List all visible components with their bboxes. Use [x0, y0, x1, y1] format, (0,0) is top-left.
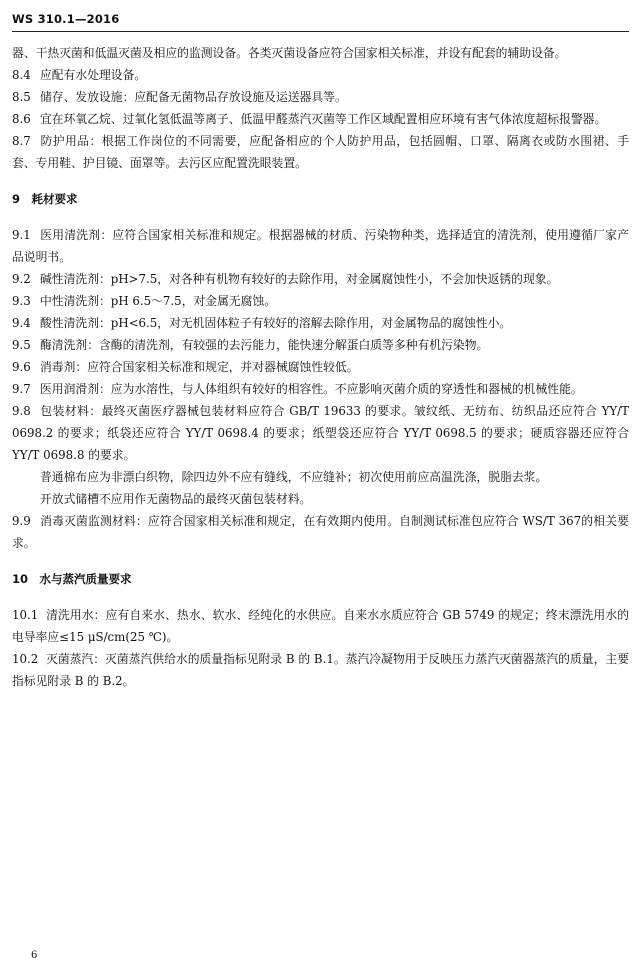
clause-number: 9.2 [12, 272, 31, 286]
clause-text: 灭菌蒸汽：灭菌蒸汽供给水的质量指标见附录 B 的 B.1。蒸汽冷凝物用于反映压力蒸汽灭菌器蒸汽的质量，主要指标见附录 B 的 B.2。 [12, 652, 629, 688]
clause-text: 宜在环氧乙烷、过氧化氢低温等离子、低温甲醛蒸汽灭菌等工作区域配置相应环境有害气体浓度超标报警器。 [40, 112, 607, 126]
clause-text: 碱性清洗剂：pH>7.5，对各种有机物有较好的去除作用，对金属腐蚀性小，不会加快返锈的现象。 [40, 272, 559, 286]
clause-8-5 [12, 86, 629, 108]
section-10-heading: 10 水与蒸汽质量要求 [12, 572, 132, 586]
clause-10-1 [12, 604, 629, 648]
clause-text: 包装材料：最终灭菌医疗器械包装材料应符合 GB/T 19633 的要求。皱纹纸、无纺布、纺织品还应符合 YY/T 0698.2 的要求；纸袋还应符合 YY/T 0698.4 的要求；纸塑袋还应符合 YY/T 0698.5 的要求；硬质容器还应符合 YY/T 0698.8 的要求。 [12, 404, 629, 462]
header-rule [12, 31, 629, 32]
clause-text: 储存、发放设施：应配备无菌物品存放设施及运送器具等。 [40, 90, 347, 104]
clause-text: 酶清洗剂：含酶的清洗剂，有较强的去污能力，能快速分解蛋白质等多种有机污染物。 [40, 338, 489, 352]
clause-text: 防护用品：根据工作岗位的不同需要，应配备相应的个人防护用品，包括圆帽、口罩、隔离衣或防水围裙、手套、专用鞋、护目镜、面罩等。去污区应配置洗眼装置。 [12, 134, 629, 170]
paragraph-9-8-tray: 开放式储槽不应用作无菌物品的最终灭菌包装材料。 [40, 492, 312, 506]
page-number: 6 [31, 950, 38, 961]
clause-text: 中性清洗剂：pH 6.5～7.5，对金属无腐蚀。 [40, 294, 277, 308]
clause-9-9 [12, 510, 629, 554]
clause-9-3 [12, 290, 629, 312]
clause-number: 9.6 [12, 360, 31, 374]
clause-9-7 [12, 378, 629, 400]
clause-text: 应配有水处理设备。 [40, 68, 147, 82]
clause-10-2 [12, 648, 629, 692]
clause-8-7 [12, 130, 629, 174]
clause-number: 8.4 [12, 68, 31, 82]
clause-text: 酸性清洗剂：pH<6.5，对无机固体粒子有较好的溶解去除作用，对金属物品的腐蚀性小。 [40, 316, 512, 330]
clause-number: 8.6 [12, 112, 31, 126]
clause-text: 医用润滑剂：应为水溶性，与人体组织有较好的相容性。不应影响灭菌介质的穿透性和器械的机械性能。 [40, 382, 583, 396]
clause-8-4 [12, 64, 629, 86]
clause-9-8 [12, 400, 629, 466]
section-9-heading: 9 耗材要求 [12, 192, 78, 206]
clause-9-1 [12, 224, 629, 268]
clause-number: 9.1 [12, 228, 31, 242]
clause-number: 10.2 [12, 652, 39, 666]
clause-number: 9.4 [12, 316, 31, 330]
clause-number: 10.1 [12, 608, 39, 622]
clause-number: 9.5 [12, 338, 31, 352]
clause-text: 消毒剂：应符合国家相关标准和规定，并对器械腐蚀性较低。 [40, 360, 359, 374]
paragraph-8-3-continued: 器、干热灭菌和低温灭菌及相应的监测设备。各类灭菌设备应符合国家相关标准，并设有配套的辅助设备。 [12, 46, 567, 60]
clause-number: 8.5 [12, 90, 31, 104]
standard-code: WS 310.1—2016 [12, 12, 120, 26]
clause-number: 8.7 [12, 134, 31, 148]
clause-number: 9.9 [12, 514, 31, 528]
clause-9-2 [12, 268, 629, 290]
clause-9-5 [12, 334, 629, 356]
clause-number: 9.7 [12, 382, 31, 396]
clause-text: 清洗用水：应有自来水、热水、软水、经纯化的水供应。自来水水质应符合 GB 5749 的规定；终末漂洗用水的电导率应≤15 μS/cm(25 ℃)。 [12, 608, 629, 644]
clause-9-4 [12, 312, 629, 334]
clause-9-6 [12, 356, 629, 378]
paragraph-9-8-cotton: 普通棉布应为非漂白织物，除四边外不应有缝线，不应缝补；初次使用前应高温洗涤，脱脂去浆。 [40, 470, 548, 484]
document-body [12, 42, 629, 692]
clause-text: 消毒灭菌监测材料：应符合国家相关标准和规定，在有效期内使用。自制测试标准包应符合 WS/T 367的相关要求。 [12, 514, 629, 550]
clause-number: 9.8 [12, 404, 31, 418]
clause-number: 9.3 [12, 294, 31, 308]
clause-text: 医用清洗剂：应符合国家相关标准和规定。根据器械的材质、污染物种类，选择适宜的清洗剂，使用遵循厂家产品说明书。 [12, 228, 629, 264]
clause-8-6 [12, 108, 629, 130]
